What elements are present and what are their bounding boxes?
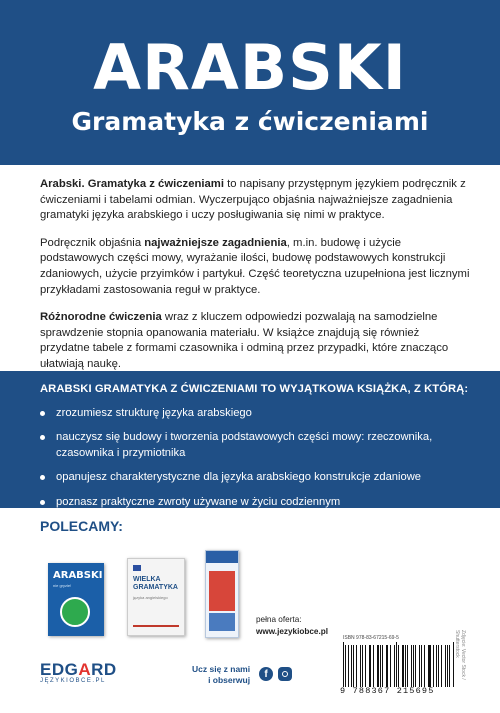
barcode-bar	[345, 645, 346, 687]
book2-title: WIELKA GRAMATYKA	[133, 576, 178, 591]
barcode-bar	[415, 645, 416, 687]
barcode-bar	[362, 645, 363, 687]
barcode-bar	[436, 645, 437, 687]
barcode-bar	[369, 645, 370, 687]
barcode-bar	[351, 645, 352, 687]
publisher-name	[40, 660, 117, 680]
social-line-1: Ucz się z nami	[192, 664, 251, 674]
barcode-bar	[419, 645, 420, 687]
barcode-bar	[394, 645, 395, 687]
barcode-bar	[373, 645, 374, 687]
benefit-text: nauczysz się budowy i tworzenia podstawowych części mowy: rzeczownika, czasownika i przymiotnika	[56, 431, 433, 459]
social-prompt	[192, 664, 250, 686]
barcode-bar	[343, 642, 344, 687]
barcode-bar	[390, 645, 391, 687]
list-item	[40, 430, 480, 461]
publisher-name-part1: EDG	[40, 660, 79, 679]
offer-link[interactable]: www.jezykiobce.pl	[256, 627, 329, 636]
barcode-bar	[429, 645, 431, 687]
description-p3-bold: Różnorodne ćwiczenia	[40, 311, 162, 324]
social-line-2: i obserwuj	[208, 675, 251, 685]
barcode-bar	[370, 645, 371, 687]
bullet-icon	[40, 475, 45, 480]
barcode-bar	[348, 645, 349, 687]
divider	[133, 625, 179, 627]
photo-credit: Zdjęcie: Vector Stock / Shutterstock	[454, 630, 466, 680]
list-item	[40, 406, 480, 421]
book-subtitle: Gramatyka z ćwiczeniami	[71, 107, 429, 136]
book1-subtitle: nie gryzie!	[53, 583, 72, 588]
barcode-bar	[380, 645, 381, 687]
description-paragraph-3	[40, 310, 470, 372]
description	[40, 177, 470, 385]
barcode-bar	[396, 642, 397, 687]
description-p2-bold: najważniejsze zagadnienia	[144, 236, 287, 249]
description-p3-rest: wraz z kluczem odpowiedzi pozwalają na samodzielne sprawdzenie stopnia opanowania materiału. W książce znajdują się również przydatne tabele z formami czasownika i odminą przez przypadki, które znacząco ułatwiają naukę.	[40, 311, 449, 370]
barcode-bar	[365, 645, 366, 687]
publisher-logo	[40, 660, 117, 684]
publisher-name-accent: A	[78, 660, 92, 679]
barcode-bar	[428, 645, 429, 687]
barcode-bar	[386, 645, 387, 687]
list-item	[40, 470, 480, 485]
description-p1-rest: to napisany przystępnym językiem podręcznik z ćwiczeniami i tabelami odmian. Wyczerpująco objaśnia najważniejsze zagadnienia gramatyki języka arabskiego i uczy posługiwania się nimi w praktyce.	[40, 178, 466, 222]
instagram-icon[interactable]	[278, 667, 292, 681]
benefit-text: zrozumiesz strukturę języka arabskiego	[56, 407, 252, 419]
header-band	[0, 0, 500, 165]
barcode	[343, 642, 455, 687]
book-title: ARABSKI	[93, 31, 407, 104]
isbn-label: ISBN 978-83-67215-69-5	[343, 635, 399, 641]
benefits-list	[40, 406, 480, 519]
barcode-bar	[407, 645, 408, 687]
barcode-bar	[413, 645, 414, 687]
benefit-text: poznasz praktyczne zwroty używane w życiu codziennym	[56, 495, 341, 508]
description-p2-start: Podręcznik objaśnia	[40, 236, 145, 249]
barcode-bar	[398, 645, 399, 687]
book-cover-arabski[interactable]	[48, 563, 104, 636]
offer-info	[256, 614, 328, 638]
barcode-bar	[377, 645, 379, 687]
description-p1-bold: Arabski. Gramatyka z ćwiczeniami	[40, 178, 224, 190]
list-item	[40, 495, 480, 510]
barcode-bar	[445, 645, 446, 687]
bullet-icon	[40, 435, 45, 440]
book3-image-bottom	[209, 613, 235, 631]
barcode-bar	[424, 645, 425, 687]
barcode-number: 9 788367 215695	[340, 686, 435, 696]
barcode-bar	[387, 645, 388, 687]
benefits-title: ARABSKI GRAMATYKA Z ĆWICZENIAMI TO WYJĄTKOWA KSIĄŻKA, Z KTÓRĄ:	[40, 383, 469, 395]
facebook-icon[interactable]: f	[259, 667, 273, 681]
barcode-bar	[438, 645, 439, 687]
barcode-bar	[360, 645, 361, 687]
publisher-name-part2: RD	[91, 660, 117, 679]
barcode-bar	[405, 645, 406, 687]
book2-subtitle: języka angielskiego	[133, 595, 168, 600]
barcode-bar	[449, 645, 450, 687]
book3-image	[209, 571, 235, 611]
description-paragraph-1	[40, 177, 470, 224]
benefit-text: opanujesz charakterystyczne dla języka arabskiego konstrukcje zdaniowe	[56, 471, 422, 484]
barcode-bar	[441, 645, 442, 687]
book-cover-fiszki[interactable]	[205, 550, 239, 638]
benefits-band	[0, 371, 500, 508]
book-cover-wielka-gramatyka[interactable]	[127, 558, 185, 636]
barcode-bar	[353, 645, 354, 687]
description-p2-rest: , m.in. budowę i użycie podstawowych części mowy, wyrażanie ilości, budowę podstawowych konstrukcji zdaniowych, użycie przyimków i partykuł. Część teoretyczna uzupełniona jest licznymi przykładami zastosowania reguł w praktyce.	[40, 236, 470, 296]
flag-icon	[133, 565, 141, 571]
barcode-bar	[433, 645, 434, 687]
barcode-bar	[447, 645, 448, 687]
bullet-icon	[40, 411, 45, 416]
globe-icon	[60, 597, 90, 627]
book3-header	[206, 551, 238, 563]
bullet-icon	[40, 500, 45, 505]
publisher-site: JĘZYKIOBCE.PL	[40, 678, 106, 684]
barcode-bar	[402, 645, 404, 687]
book1-title: ARABSKI	[53, 570, 103, 581]
barcode-bar	[356, 645, 358, 687]
recommend-heading: POLECAMY:	[40, 518, 123, 534]
offer-label: pełna oferta:	[256, 615, 302, 624]
barcode-bar	[382, 645, 383, 687]
barcode-bar	[411, 645, 412, 687]
barcode-bar	[421, 645, 422, 687]
description-paragraph-2	[40, 236, 470, 298]
